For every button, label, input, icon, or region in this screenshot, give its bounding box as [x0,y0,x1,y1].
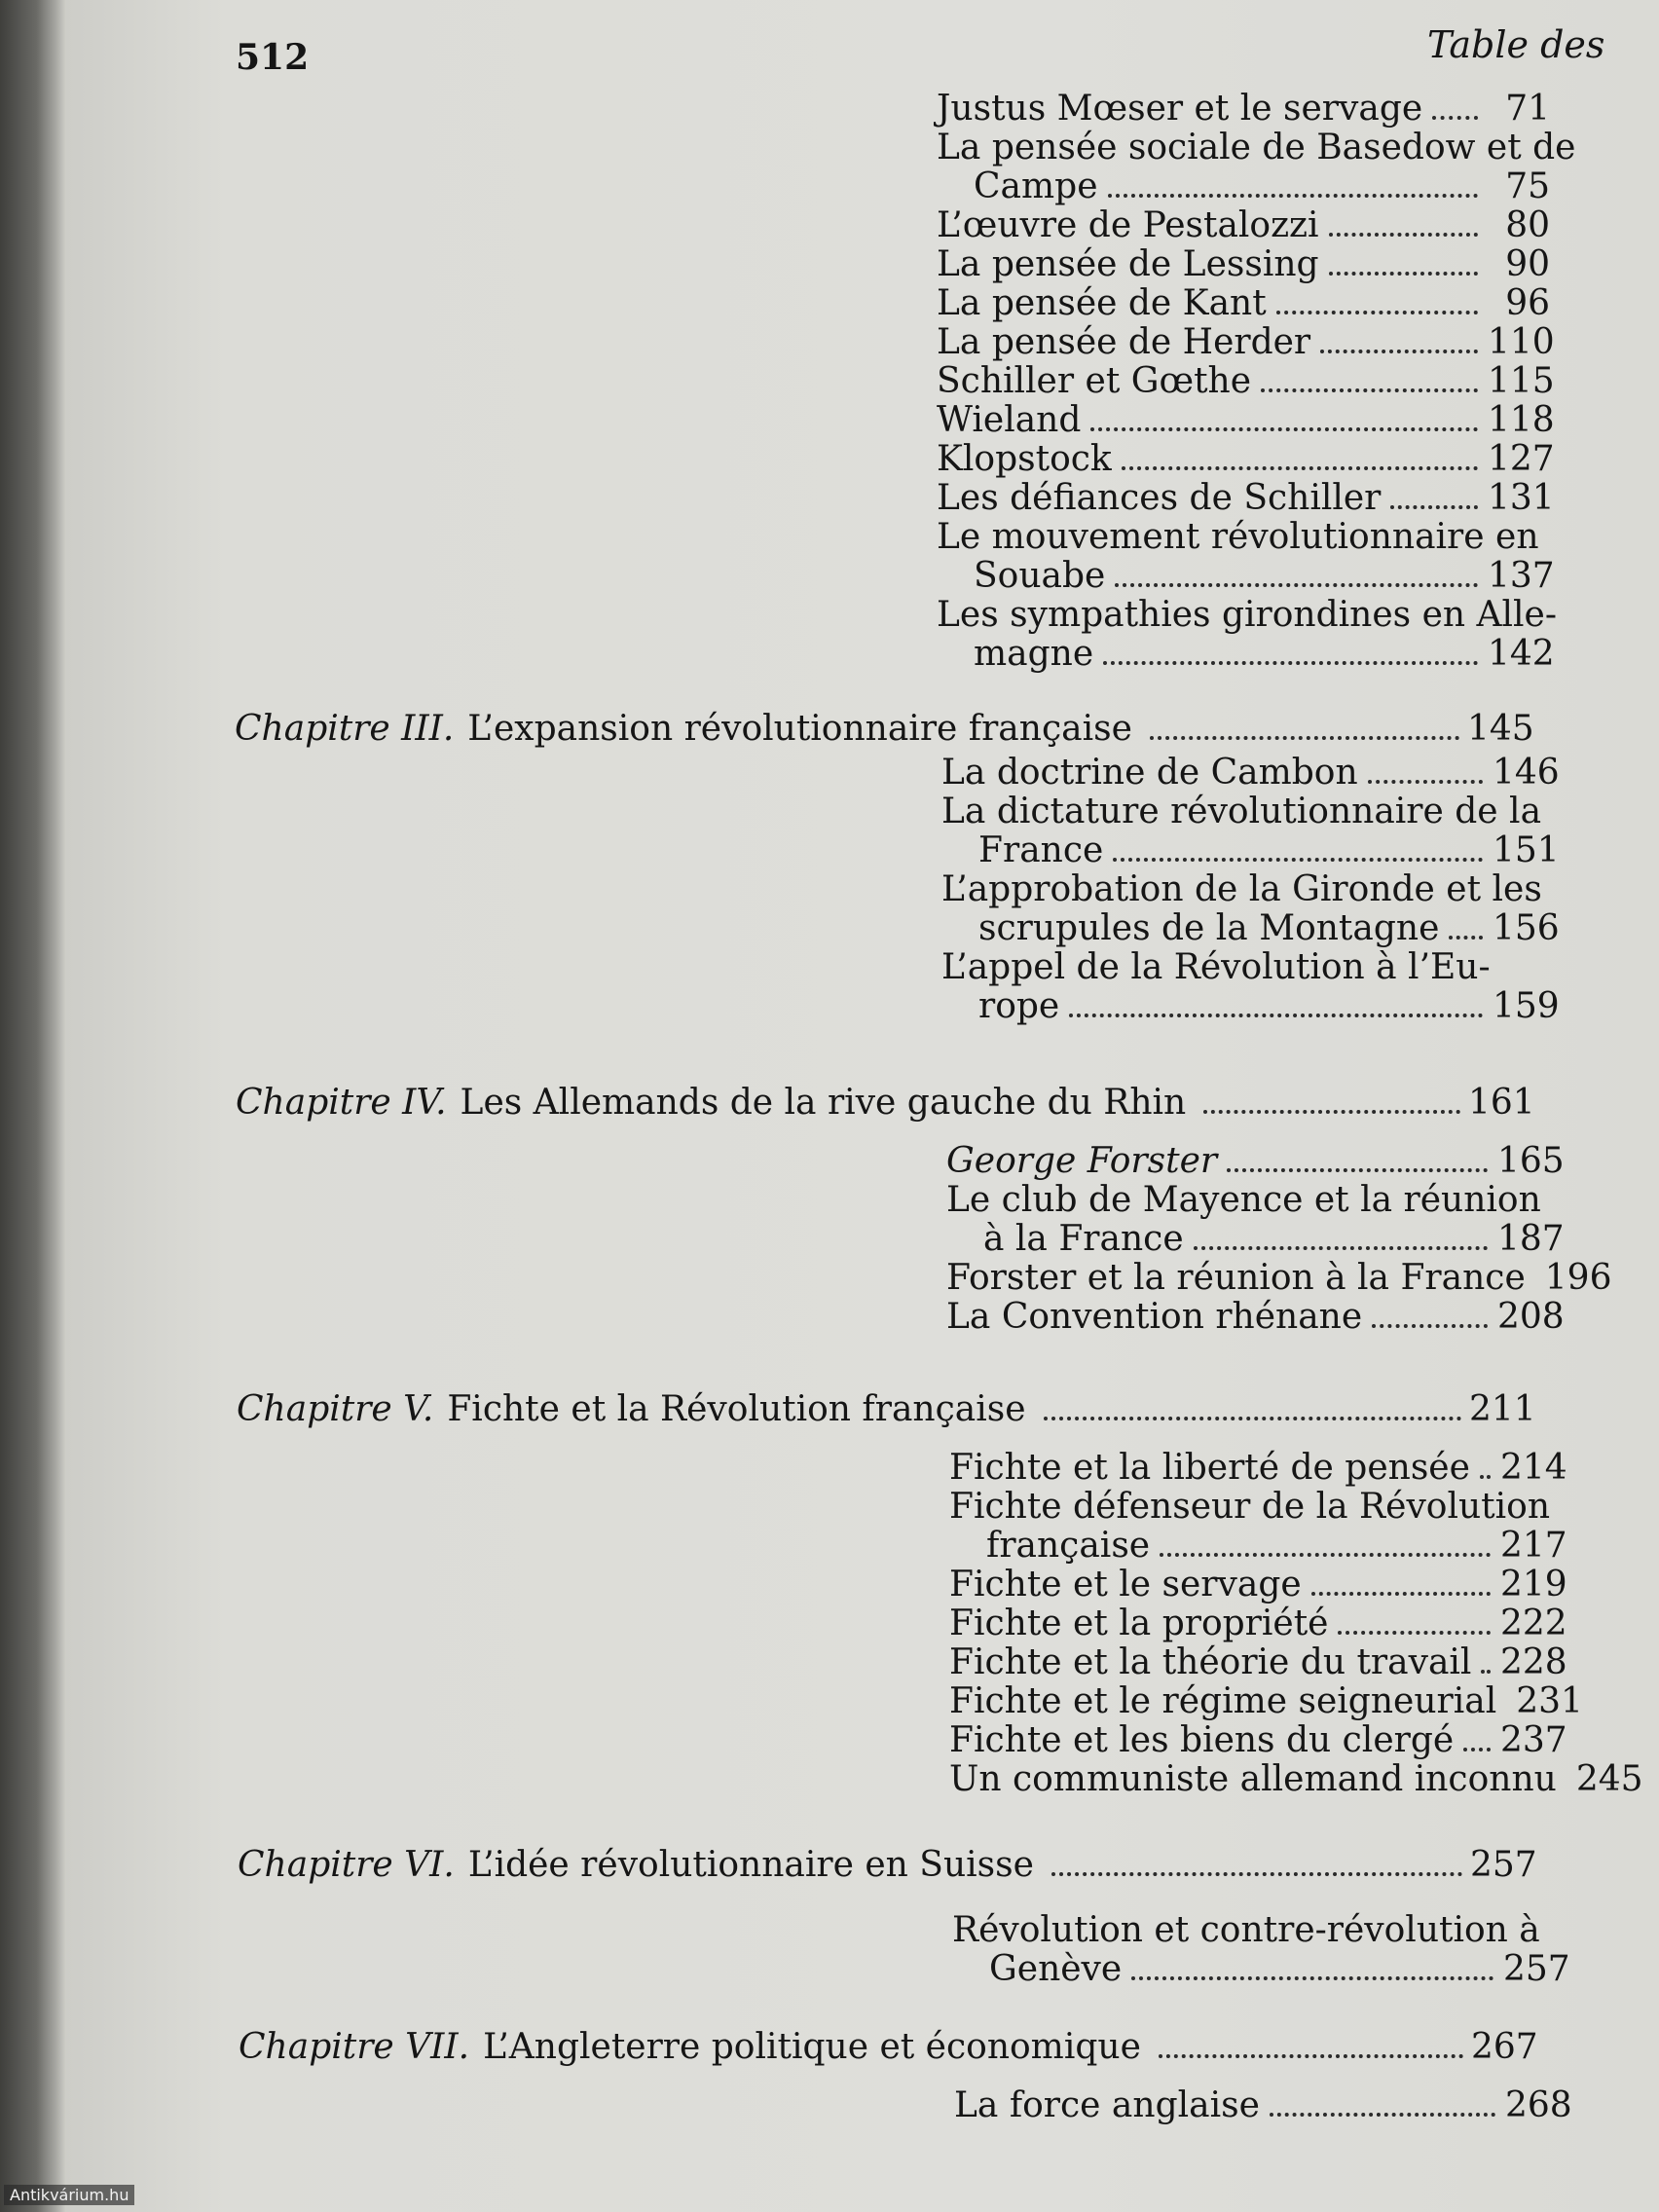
dot-leader [1090,427,1478,431]
entry-title-continuation: magne [974,634,1094,674]
toc-entry[interactable] [941,947,1560,1026]
entry-page-number: 156 [1493,908,1560,948]
toc-entry[interactable] [937,478,1555,518]
entry-title: Les sympathies girondines en Alle- [937,595,1557,635]
section-entry-list [952,1910,1570,1989]
chapter-title: L’idée révolutionnaire en Suisse [467,1845,1034,1885]
toc-entry[interactable] [946,1180,1565,1259]
entry-title: La pensée sociale de Basedow et de [937,128,1576,167]
entry-page-number: 131 [1488,478,1555,518]
toc-entry[interactable] [949,1642,1567,1682]
entry-title: L’approbation de la Gironde et les [941,869,1542,909]
dot-leader [1432,116,1478,120]
toc-entry[interactable] [937,595,1557,674]
toc-entry[interactable] [949,1759,1643,1799]
entry-title-continuation: Campe [974,166,1098,206]
chapter-number: Chapitre V. [237,1389,434,1429]
entry-title: Fichte et la propriété [949,1604,1329,1643]
section-entry-list [946,1141,1612,1337]
chapter-heading[interactable] [235,709,1534,754]
toc-entry[interactable] [937,206,1550,245]
entry-page-number: 159 [1493,986,1560,1026]
dot-leader [1227,1168,1488,1172]
dot-leader [1113,858,1483,862]
chapter-page-number: 267 [1471,2027,1538,2067]
chapter-title: L’Angleterre politique et économique [483,2027,1141,2067]
toc-entry[interactable] [946,1258,1612,1298]
dot-leader [1122,466,1478,470]
chapter-heading[interactable] [238,1845,1537,1890]
entry-title: Le mouvement révolutionnaire en [937,517,1539,557]
entry-title-continuation: scrupules de la Montagne [978,908,1440,948]
entry-page-number: 257 [1503,1949,1570,1989]
entry-continuation-row [946,1219,1565,1259]
dot-leader [1069,1014,1483,1017]
entry-title: Justus Mœser et le servage [937,89,1423,129]
dot-leader [1160,1553,1491,1557]
entry-page-number: 187 [1497,1219,1565,1259]
entry-continuation-row [937,167,1550,206]
entry-page-number: 231 [1516,1681,1583,1721]
dot-leader [1368,780,1483,784]
entry-title: La pensée de Herder [937,322,1311,362]
chapter-page-number: 211 [1469,1389,1536,1429]
entry-continuation-row [941,986,1560,1026]
toc-entry[interactable] [949,1448,1567,1488]
chapter-heading[interactable] [239,2027,1538,2072]
toc-entry[interactable] [937,517,1555,596]
chapter-number: Chapitre VII. [239,2027,470,2067]
entry-page-number: 137 [1488,556,1555,596]
dot-leader [1261,388,1478,392]
entry-title: Klopstock [937,439,1112,479]
chapter-title: Fichte et la Révolution française [447,1389,1026,1429]
dot-leader [1203,1110,1460,1114]
entry-title-continuation: Souabe [974,556,1106,596]
toc-entry[interactable] [941,753,1560,793]
entry-title: Fichte et les biens du clergé [949,1720,1455,1760]
section-entry-list [941,753,1560,1026]
entry-page-number: 222 [1500,1604,1567,1643]
toc-entry[interactable] [949,1565,1567,1604]
toc-entry[interactable] [952,1910,1570,1989]
dot-leader [1194,1246,1488,1250]
chapter-number: Chapitre IV. [236,1083,447,1123]
entry-title: La Convention rhénane [946,1297,1363,1337]
entry-continuation-row [937,556,1555,596]
entry-page-number: 118 [1488,400,1555,440]
section-entry-list [937,89,1576,674]
entry-title: Fichte défenseur de la Révolution [949,1487,1551,1527]
entry-title: La pensée de Kant [937,283,1267,323]
dot-leader [1372,1324,1488,1328]
entry-title: La pensée de Lessing [937,244,1319,284]
dot-leader [1311,1592,1491,1596]
dot-leader [1329,272,1478,276]
entry-title: L’œuvre de Pestalozzi [937,205,1319,245]
toc-entry[interactable] [937,128,1576,206]
entry-title: Schiller et Gœthe [937,361,1252,401]
toc-entry[interactable] [941,869,1560,948]
dot-leader [1480,1475,1491,1479]
toc-entry[interactable] [949,1604,1567,1643]
chapter-title: L’expansion révolutionnaire française [467,709,1132,749]
dot-leader [1276,311,1478,314]
entry-title: Le club de Mayence et la réunion [946,1180,1541,1220]
dot-leader [1108,194,1479,198]
toc-entry[interactable] [937,361,1555,401]
entry-page-number: 146 [1493,753,1560,793]
page-number: 512 [236,37,310,78]
toc-entry[interactable] [937,284,1550,323]
entry-title: La doctrine de Cambon [941,753,1358,793]
toc-entry[interactable] [954,2085,1572,2125]
entry-continuation-row [952,1949,1570,1989]
entry-page-number: 110 [1488,322,1555,362]
dot-leader [1150,736,1459,740]
chapter-heading[interactable] [237,1389,1536,1434]
toc-entry[interactable] [937,90,1550,129]
entry-continuation-row [941,830,1560,870]
entry-page-number: 268 [1505,2085,1572,2125]
entry-title-continuation: France [978,830,1104,870]
entry-page-number: 217 [1500,1526,1567,1566]
toc-entry[interactable] [941,792,1560,870]
entry-page-number: 80 [1505,205,1550,245]
entry-title: Fichte et le servage [949,1565,1302,1604]
toc-entry[interactable] [946,1141,1565,1181]
running-head: Table des [1427,23,1605,66]
dot-leader [1338,1631,1491,1635]
section-entry-list [954,2085,1572,2125]
entry-continuation-row [949,1526,1567,1566]
toc-entry[interactable] [949,1487,1567,1566]
chapter-title: Les Allemands de la rive gauche du Rhin [460,1083,1187,1123]
chapter-page-number: 257 [1470,1845,1537,1885]
toc-entry[interactable] [937,400,1555,440]
entry-title-continuation: française [986,1526,1151,1566]
entry-page-number: 127 [1488,439,1555,479]
entry-page-number: 96 [1505,283,1550,323]
dot-leader [1463,1748,1491,1751]
entry-page-number: 71 [1505,89,1550,129]
entry-page-number: 237 [1500,1720,1567,1760]
dot-leader [1044,1417,1461,1420]
toc-entry[interactable] [937,245,1550,284]
entry-continuation-row [937,634,1555,674]
entry-title: Forster et la réunion à la France [946,1258,1526,1298]
dot-leader [1103,661,1478,665]
dot-leader [1131,1976,1493,1980]
entry-page-number: 90 [1505,244,1550,284]
dot-leader [1270,2113,1495,2117]
dot-leader [1390,505,1478,509]
entry-title: Fichte et le régime seigneurial [949,1681,1497,1721]
entry-page-number: 115 [1488,361,1555,401]
entry-title: Fichte et la liberté de pensée [949,1448,1470,1488]
entry-title-continuation: à la France [983,1219,1184,1259]
dot-leader [1449,936,1483,940]
dot-leader [1051,1872,1462,1876]
entry-page-number: 165 [1497,1141,1565,1181]
entry-page-number: 75 [1505,166,1550,206]
section-entry-list [949,1448,1643,1799]
entry-title: L’appel de la Révolution à l’Eu- [941,947,1491,987]
chapter-page-number: 161 [1468,1083,1535,1123]
dot-leader [1159,2054,1463,2058]
dot-leader [1329,233,1478,237]
chapter-heading[interactable] [236,1083,1535,1127]
entry-title: Révolution et contre-révolution à [952,1910,1540,1950]
dot-leader [1320,350,1478,353]
dot-leader [1115,583,1478,587]
entry-page-number: 219 [1500,1565,1567,1604]
chapter-number: Chapitre VI. [238,1845,455,1885]
entry-title: La force anglaise [954,2085,1260,2125]
entry-page-number: 228 [1500,1642,1567,1682]
entry-page-number: 196 [1544,1258,1612,1298]
entry-continuation-row [941,908,1560,948]
toc-entry[interactable] [949,1681,1583,1721]
entry-title: Un communiste allemand inconnu [949,1759,1557,1799]
toc-entry[interactable] [949,1720,1567,1760]
entry-page-number: 214 [1500,1448,1567,1488]
entry-title: Les défiances de Schiller [937,478,1382,518]
chapter-number: Chapitre III. [235,709,455,749]
toc-entry[interactable] [946,1297,1565,1337]
entry-title: George Forster [946,1141,1218,1181]
entry-title: Wieland [937,400,1082,440]
chapter-page-number: 145 [1467,709,1534,749]
entry-page-number: 151 [1493,830,1560,870]
entry-page-number: 208 [1497,1297,1565,1337]
entry-title-continuation: Genève [989,1949,1123,1989]
toc-entry[interactable] [937,439,1555,479]
entry-page-number: 245 [1575,1759,1643,1799]
entry-title: Fichte et la théorie du travail [949,1642,1472,1682]
toc-entry[interactable] [937,322,1555,362]
dot-leader [1481,1670,1491,1674]
entry-page-number: 142 [1488,634,1555,674]
watermark: Antikvárium.hu [4,2185,134,2205]
entry-title: La dictature révolutionnaire de la [941,792,1542,831]
entry-title-continuation: rope [978,986,1060,1026]
